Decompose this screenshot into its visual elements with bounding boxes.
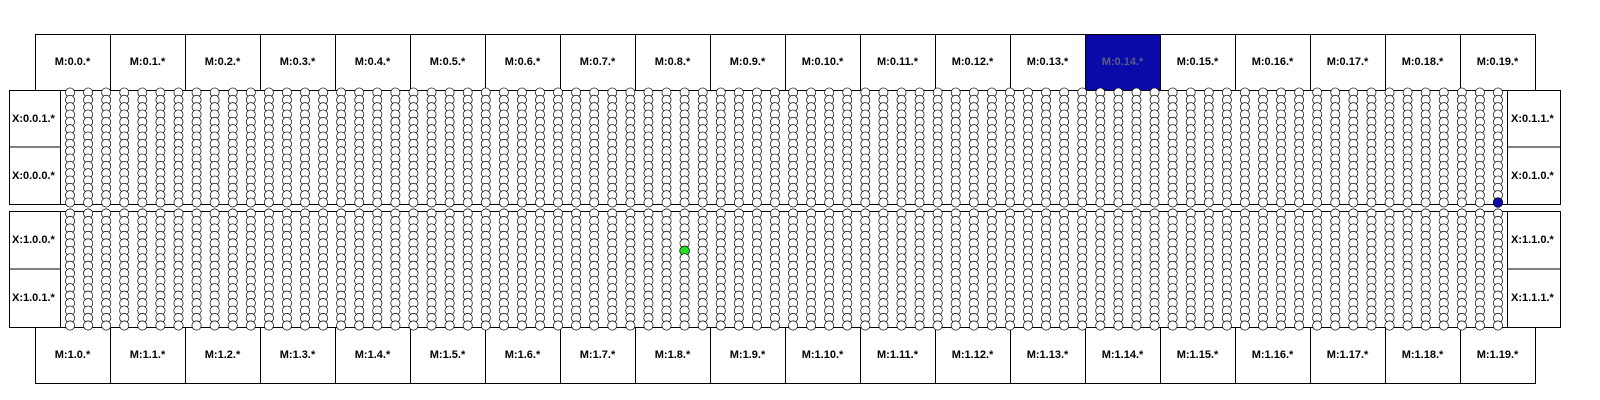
top-crosspoint[interactable] xyxy=(300,198,309,207)
bottom-module-label: M:1.8.* xyxy=(654,349,691,361)
top-crosspoint[interactable] xyxy=(481,198,490,207)
top-module-label: M:0.2.* xyxy=(204,56,241,68)
top-crosspoint[interactable] xyxy=(463,198,472,207)
top-module-label: M:0.9.* xyxy=(729,56,766,68)
top-crosspoint[interactable] xyxy=(572,198,581,207)
top-module-label: M:0.17.* xyxy=(1326,56,1369,68)
top-band-outline xyxy=(10,91,1561,205)
top-crosspoint[interactable] xyxy=(192,198,201,207)
bottom-module-label: M:1.16.* xyxy=(1251,349,1294,361)
bottom-module-label: M:1.2.* xyxy=(204,349,241,361)
top-crosspoint[interactable] xyxy=(102,198,111,207)
bottom-module-label: M:1.19.* xyxy=(1476,349,1519,361)
top-crosspoint[interactable] xyxy=(788,198,797,207)
bottom-module-label: M:1.18.* xyxy=(1401,349,1444,361)
top-crosspoint[interactable] xyxy=(1168,198,1177,207)
top-crosspoint[interactable] xyxy=(1114,198,1123,207)
top-crosspoint[interactable] xyxy=(770,198,779,207)
top-crosspoint[interactable] xyxy=(716,198,725,207)
top-crosspoint[interactable] xyxy=(969,198,978,207)
top-crosspoint[interactable] xyxy=(210,198,219,207)
top-crosspoint[interactable] xyxy=(680,198,689,207)
top-module-label: M:0.3.* xyxy=(279,56,316,68)
top-module-label: M:0.7.* xyxy=(579,56,616,68)
top-crosspoint[interactable] xyxy=(517,198,526,207)
top-crosspoint[interactable] xyxy=(319,198,328,207)
bottom-module-label: M:1.3.* xyxy=(279,349,316,361)
bottom-left-crossbar-label: X:1.0.0.* xyxy=(12,234,55,246)
top-crosspoint[interactable] xyxy=(626,198,635,207)
bottom-right-crossbar-label: X:1.1.1.* xyxy=(1511,292,1554,304)
top-module-label: M:0.15.* xyxy=(1176,56,1219,68)
top-crosspoint[interactable] xyxy=(897,198,906,207)
top-crosspoint[interactable] xyxy=(1060,198,1069,207)
top-crosspoint[interactable] xyxy=(1385,198,1394,207)
bottom-module-label: M:1.7.* xyxy=(579,349,616,361)
bottom-module-label: M:1.9.* xyxy=(729,349,766,361)
top-left-crossbar-label: X:0.0.0.* xyxy=(12,169,55,182)
top-crosspoint[interactable] xyxy=(879,198,888,207)
top-crosspoint[interactable] xyxy=(1258,198,1267,207)
top-module-label: M:0.13.* xyxy=(1026,56,1069,68)
top-module-label: M:0.1.* xyxy=(129,56,166,68)
top-crosspoint[interactable] xyxy=(1457,198,1466,207)
top-crosspoint[interactable] xyxy=(246,198,255,207)
bottom-module-label: M:1.1.* xyxy=(129,349,166,361)
top-module-label: M:0.10.* xyxy=(801,56,844,68)
top-crosspoint[interactable] xyxy=(1439,198,1448,207)
top-crosspoint[interactable] xyxy=(861,198,870,207)
top-crosspoint[interactable] xyxy=(228,198,237,207)
top-crosspoint[interactable] xyxy=(1313,198,1322,207)
bottom-module-label: M:1.6.* xyxy=(504,349,541,361)
bottom-left-crossbar-label: X:1.0.1.* xyxy=(12,292,55,304)
top-module-label: M:0.19.* xyxy=(1476,56,1519,68)
top-crosspoint[interactable] xyxy=(662,198,671,207)
top-crosspoint[interactable] xyxy=(1403,198,1412,207)
top-crosspoint[interactable] xyxy=(156,198,165,207)
top-crosspoint[interactable] xyxy=(1222,198,1231,207)
top-right-crossbar-label: X:0.1.0.* xyxy=(1511,169,1554,182)
bottom-module-label: M:1.13.* xyxy=(1026,349,1069,361)
top-crosspoint[interactable] xyxy=(1367,198,1376,207)
top-crosspoint[interactable] xyxy=(1005,198,1014,207)
bottom-module-label: M:1.17.* xyxy=(1326,349,1369,361)
top-crosspoint[interactable] xyxy=(120,198,129,207)
top-crosspoint[interactable] xyxy=(752,198,761,207)
top-module-label: M:0.14.* xyxy=(1101,56,1144,68)
top-crosspoint[interactable] xyxy=(138,198,147,207)
top-module-label: M:0.16.* xyxy=(1251,56,1294,68)
top-module-label: M:0.0.* xyxy=(54,56,91,68)
top-crosspoint[interactable] xyxy=(644,198,653,207)
top-crosspoint[interactable] xyxy=(1186,198,1195,207)
bottom-module-label: M:1.4.* xyxy=(354,349,391,361)
top-module-label: M:0.12.* xyxy=(951,56,994,68)
bottom-module-label: M:1.5.* xyxy=(429,349,466,361)
top-module-label: M:0.4.* xyxy=(354,56,391,68)
top-module-label: M:0.5.* xyxy=(429,56,466,68)
bottom-module-label: M:1.15.* xyxy=(1176,349,1219,361)
top-module-label: M:0.8.* xyxy=(654,56,691,68)
top-module-label: M:0.18.* xyxy=(1401,56,1444,68)
top-crosspoint[interactable] xyxy=(1349,198,1358,207)
bottom-module-label: M:1.11.* xyxy=(877,349,918,361)
bottom-module-label: M:1.14.* xyxy=(1101,349,1144,361)
top-crosspoint[interactable] xyxy=(554,198,563,207)
top-crosspoint[interactable] xyxy=(734,198,743,207)
top-crosspoint[interactable] xyxy=(825,198,834,207)
top-crosspoint[interactable] xyxy=(445,198,454,207)
top-crosspoint[interactable] xyxy=(951,198,960,207)
top-crosspoint[interactable] xyxy=(1295,198,1304,207)
top-crosspoint[interactable] xyxy=(698,198,707,207)
top-crosspoint[interactable] xyxy=(264,198,273,207)
top-crosspoint[interactable] xyxy=(355,198,364,207)
top-crosspoint[interactable] xyxy=(1240,198,1249,207)
bottom-band-outline xyxy=(10,212,1561,328)
top-active-crosspoint[interactable] xyxy=(1493,198,1503,208)
bottom-right-crossbar-label: X:1.1.0.* xyxy=(1511,234,1554,246)
top-right-crossbar-label: X:0.1.1.* xyxy=(1511,112,1554,125)
top-module-label: M:0.6.* xyxy=(504,56,541,68)
top-crosspoint[interactable] xyxy=(391,198,400,207)
bottom-dot-grid xyxy=(65,209,1502,330)
top-crosspoint[interactable] xyxy=(1023,198,1032,207)
top-dot-grid xyxy=(65,88,1502,207)
top-crosspoint[interactable] xyxy=(65,198,74,207)
top-crosspoint[interactable] xyxy=(608,198,617,207)
top-crosspoint[interactable] xyxy=(1475,198,1484,207)
top-crosspoint[interactable] xyxy=(807,198,816,207)
top-crosspoint[interactable] xyxy=(282,198,291,207)
bottom-module-label: M:1.12.* xyxy=(951,349,994,361)
top-crosspoint[interactable] xyxy=(1042,198,1051,207)
bottom-module-label: M:1.10.* xyxy=(801,349,844,361)
top-crosspoint[interactable] xyxy=(409,198,418,207)
top-crosspoint[interactable] xyxy=(535,198,544,207)
top-crosspoint[interactable] xyxy=(499,198,508,207)
top-module-label: M:0.11.* xyxy=(877,56,918,68)
top-crosspoint[interactable] xyxy=(915,198,924,207)
top-left-crossbar-label: X:0.0.1.* xyxy=(12,112,55,125)
top-crosspoint[interactable] xyxy=(1277,198,1286,207)
top-crosspoint[interactable] xyxy=(1078,198,1087,207)
bottom-module-label: M:1.0.* xyxy=(54,349,91,361)
top-crosspoint[interactable] xyxy=(1421,198,1430,207)
top-crosspoint[interactable] xyxy=(337,198,346,207)
top-crosspoint[interactable] xyxy=(843,198,852,207)
top-crosspoint[interactable] xyxy=(174,198,183,207)
top-crosspoint[interactable] xyxy=(1132,198,1141,207)
top-crosspoint[interactable] xyxy=(373,198,382,207)
top-crosspoint[interactable] xyxy=(1331,198,1340,207)
top-crosspoint[interactable] xyxy=(84,198,93,207)
top-crosspoint[interactable] xyxy=(933,198,942,207)
top-crosspoint[interactable] xyxy=(1096,198,1105,207)
top-crosspoint[interactable] xyxy=(1150,198,1159,207)
top-crosspoint[interactable] xyxy=(427,198,436,207)
top-crosspoint[interactable] xyxy=(590,198,599,207)
top-crosspoint[interactable] xyxy=(987,198,996,207)
top-crosspoint[interactable] xyxy=(1204,198,1213,207)
